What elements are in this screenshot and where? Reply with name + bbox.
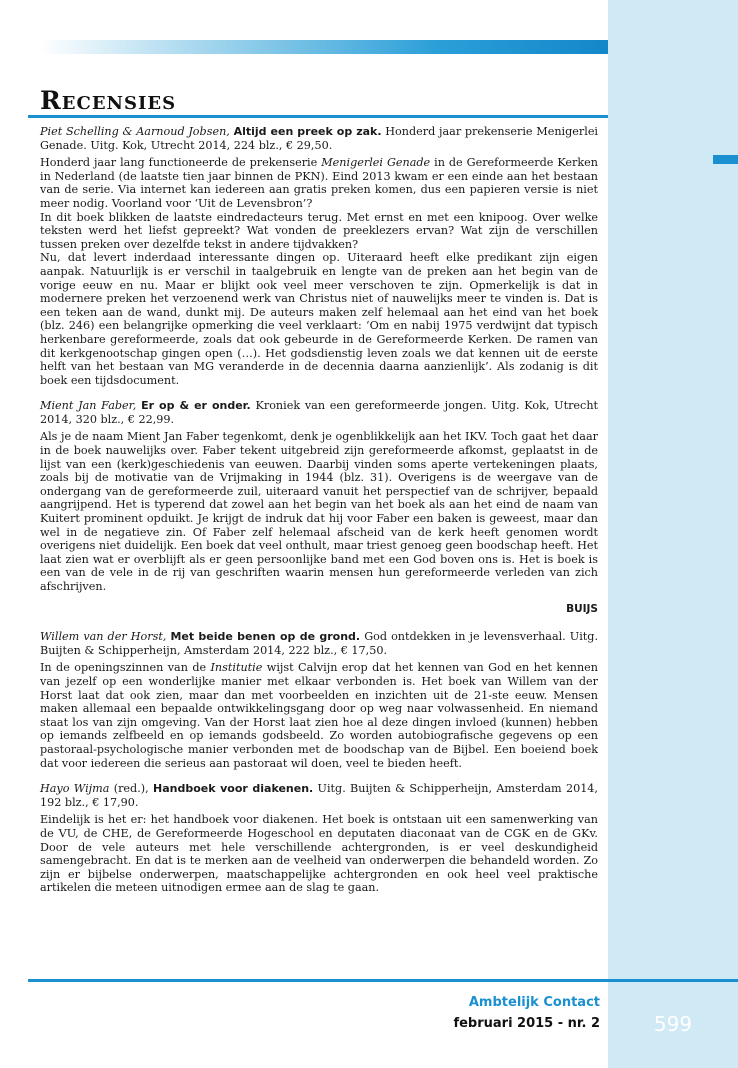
review-1 xyxy=(40,125,598,387)
page-title: Recensies xyxy=(40,86,177,115)
review-citation xyxy=(40,125,598,152)
review-2 xyxy=(40,399,598,616)
text-run: Honderd jaar lang functioneerde de prekenserie xyxy=(40,156,322,170)
review-paragraph xyxy=(40,156,598,210)
review-4 xyxy=(40,782,598,895)
review-author: Piet Schelling & Aarnoud Jobsen, xyxy=(40,125,230,138)
review-book-title: Altijd een preek op zak. xyxy=(233,125,382,138)
review-author: Willem van der Horst, xyxy=(40,630,167,644)
review-3 xyxy=(40,630,598,770)
reviews-column xyxy=(40,125,598,895)
footer-rule xyxy=(28,979,738,982)
title-underline xyxy=(28,115,608,118)
review-author: Mient Jan Faber, xyxy=(40,399,137,413)
review-paragraph: In dit boek blikken de laatste eindredacteurs terug. Met ernst en met een knipoog. Over welke teksten werd het liefst gepreekt? Wat vonden de preeklezers ervan? Wat zijn de verschillen tussen preken over dezelfde tekst in andere tijdvakken? xyxy=(40,210,598,251)
review-author-suffix: (red.), xyxy=(109,782,149,796)
reviewer-signature: BUIJS xyxy=(566,602,598,615)
issue-info: februari 2015 - nr. 2 xyxy=(453,1016,600,1031)
review-author: Hayo Wijma xyxy=(40,782,110,796)
review-book-details: God ontdekken in je levensverhaal. Uitg. Buijten & Schipperheijn, Amsterdam 2014, 222 blz., € 17,50. xyxy=(40,630,599,657)
text-run: in de Gereformeerde Kerken in Nederland (de laatste tien jaar binnen de PKN). Eind 2013 kwam er een einde aan het bestaan van de serie. Via internet kan iedereen aan gratis preken komen, dus een papieren versie is niet meer nodig. Voorland voor ‘Uit de Levensbron’? xyxy=(40,156,598,210)
review-paragraph: Eindelijk is het er: het handboek voor diakenen. Het boek is ontstaan uit een samenwerking van de VU, de CHE, de Gereformeerde Hogeschool en deputaten diaconaat van de CGK en de GKv. Door de vele auteurs met hele verschillende achtergronden, is er veel deskundigheid samengebracht. En dat is te merken aan de veelheid van onderwerpen die behandeld worden. Zo zijn er bijbelse onderwerpen, maatschappelijke achtergronden en ook heel veel praktische artikelen die meteen uitnodigen ermee aan de slag te gaan. xyxy=(40,813,598,895)
review-paragraph: Nu, dat levert inderdaad interessante dingen op. Uiteraard heeft elke predikant zijn eigen aanpak. Natuurlijk is er verschil in taalgebruik en lengte van de preken aan het begin van de vorige eeuw en nu. Maar er blijkt ook veel meer verschoven te zijn. Opmerkelijk is dat in modernere preken het verzoenend werk van Christus niet of nauwelijks meer te vinden is. Dat is een teken aan de wand, dunkt mij. De auteurs maken zelf helemaal aan het eind van het boek (blz. 246) een belangrijke opmerking die veel verklaart: ‘Om en nabij 1975 verdwijnt dat typisch herkenbare gereformeerde, zoals dat ook gebeurde in de Gereformeerde Kerken. De ramen van dit kerkgenootschap gingen open (…). Het godsdienstig leven zoals we dat kennen uit de eerste helft van het bestaan van MG veranderde in de decennia daarna aanzienlijk’. Als zodanig is dit boek een tijdsdocument. xyxy=(40,251,598,387)
magazine-name: Ambtelijk Contact xyxy=(468,995,600,1010)
review-citation xyxy=(40,782,598,809)
page-number: 599 xyxy=(653,1012,693,1036)
review-book-details: Kroniek van een gereformeerde jongen. Uitg. Kok, Utrecht 2014, 320 blz., € 22,99. xyxy=(40,399,599,426)
text-run: In de openingszinnen van de xyxy=(40,661,211,675)
review-citation xyxy=(40,630,598,657)
review-paragraph: Als je de naam Mient Jan Faber tegenkomt, denk je ogenblikkelijk aan het IKV. Toch gaat het daar in de boek nauwelijks over. Faber tekent uitgebreid zijn gereformeerde afkomst, geplaatst in de lijst van een (kerk)geschiedenis van eeuwen. Daarbij vinden soms aperte vertekeningen plaats, zoals bij de motivatie van de Vrijmaking in 1944 (blz. 31). Overigens is de weergave van de ondergang van de gereformeerde zuil, uiteraard vanuit het perspectief van de schrijver, bepaald aangrijpend. Het is typerend dat zowel aan het begin van het boek als aan het eind de naam van Kuitert prominent opduikt. Je krijgt de indruk dat hij voor Faber een baken is geweest, maar dan wel in de negatieve zin. Of Faber zelf helemaal afscheid van de kerk heeft genomen wordt overigens niet duidelijk. Een boek dat veel onthult, maar triest genoeg geen boodschap heeft. Het laat zien wat er overblijft als er geen persoonlijke band met een God boven ons is. Het is boek is een van de vele in de rij van geschriften waarin mensen hun gereformeerde verleden van zich afschrijven. xyxy=(40,430,598,593)
header-gradient-bar xyxy=(40,40,608,54)
review-book-details: Uitg. Buijten & Schipperheijn, Amsterdam 2014, 192 blz., € 17,90. xyxy=(40,782,598,809)
review-book-details: Honderd jaar prekenserie Menigerlei Genade. Uitg. Kok, Utrecht 2014, 224 blz., € 29,50. xyxy=(40,125,599,152)
review-paragraph xyxy=(40,661,598,770)
review-book-title: Met beide benen op de grond. xyxy=(170,630,361,644)
review-citation xyxy=(40,399,598,426)
text-run-italic: Institutie xyxy=(210,661,263,675)
sidebar-marker xyxy=(713,155,738,164)
review-book-title: Handboek voor diakenen. xyxy=(152,782,314,796)
review-book-title: Er op & er onder. xyxy=(141,399,251,413)
text-run: wijst Calvijn erop dat het kennen van God en het kennen van jezelf op een wonderlijke manier met elkaar verbonden is. Het boek van Willem van der Horst laat dat ook zien, maar dan met voorbeelden en inzichten uit de 21-ste eeuw. Mensen maken allemaal een bepaalde ontwikkelingsgang door op weg naar volwassenheid. En niemand staat los van zijn omgeving. Van der Horst laat zien hoe al deze dingen invloed (kunnen) hebben op iemands zelfbeeld en op iemands godsbeeld. Zo worden autobiografische gegevens op een pastoraal-psychologische manier verbonden met de boodschap van de Bijbel. Een boeiend boek dat voor iedereen die serieus aan pastoraat wil doen, veel te bieden heeft. xyxy=(40,661,598,770)
text-run-italic: Menigerlei Genade xyxy=(321,156,431,170)
